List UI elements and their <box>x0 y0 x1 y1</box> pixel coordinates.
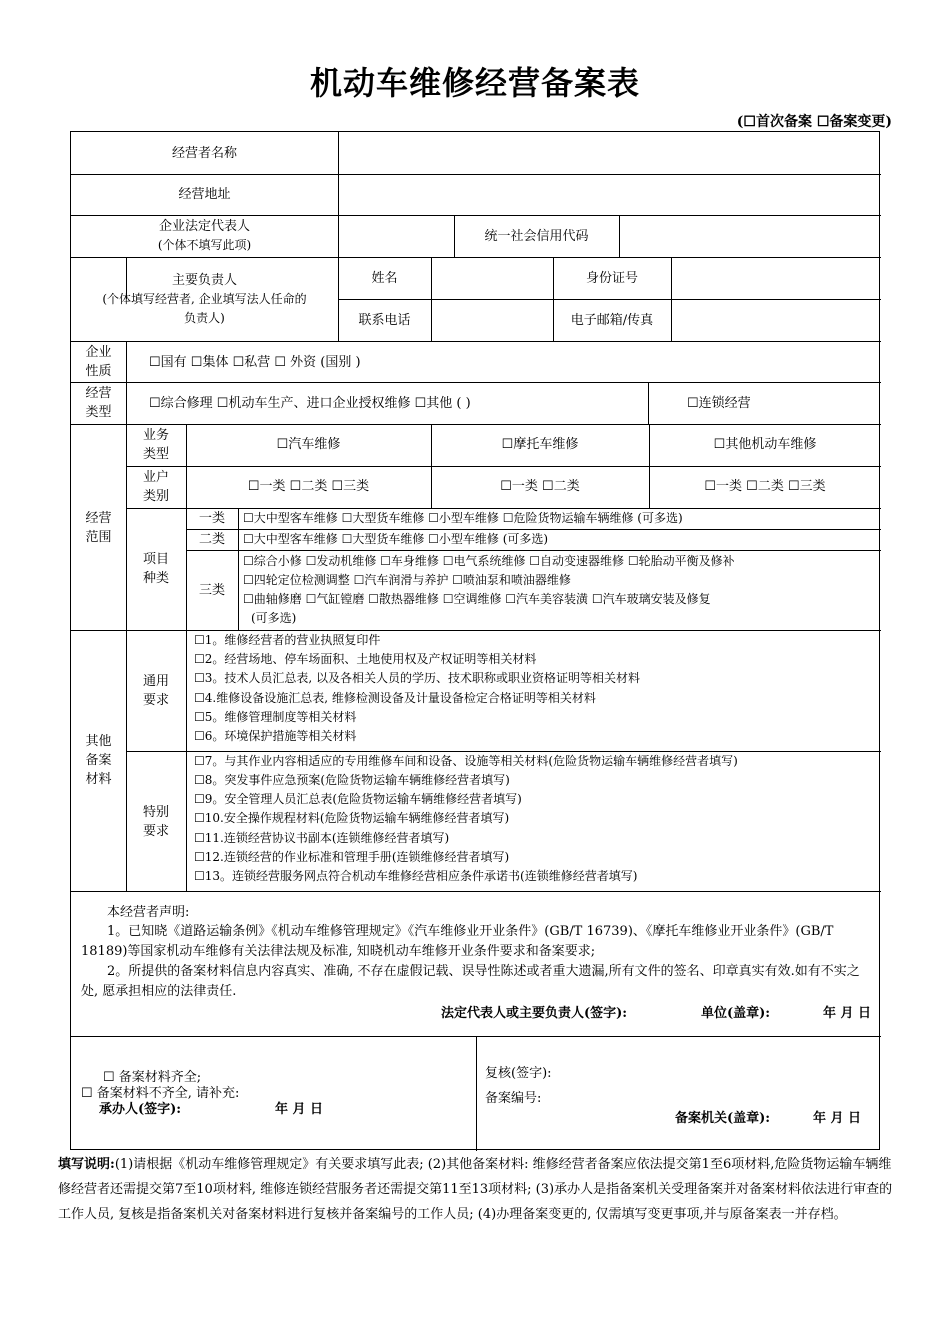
class3-label: 三类 <box>198 583 225 598</box>
class2-items[interactable]: ☐大中型客车维修 ☐大型货车维修 ☐小型车维修 (可多选) <box>243 532 549 546</box>
special-label-1: 特别 <box>142 805 169 820</box>
other-label-3: 材料 <box>85 772 112 787</box>
item-label-2: 种类 <box>142 571 169 586</box>
declaration-p2: 2。所提供的备案材料信息内容真实、准确, 不存在虚假记载、误导性陈述或者重大遗漏,所有文件的签名、印章真实有效.如有不实之处, 愿承担相应的法律责任. <box>81 964 860 999</box>
handler-label: 承办人(签字): <box>99 1102 182 1117</box>
other-label-1: 其他 <box>85 734 112 749</box>
unit-seal-label: 单位(盖章): <box>701 1006 771 1021</box>
nature-label-1: 企业 <box>85 345 112 360</box>
biz-type-label-1: 经营 <box>85 386 112 401</box>
general-item[interactable]: ☐4.维修设备设施汇总表, 维修检测设备及计量设备检定合格证明等相关材料 <box>194 691 596 705</box>
authority-seal-label: 备案机关(盖章): <box>675 1111 771 1126</box>
signature-label: 法定代表人或主要负责人(签字): <box>441 1006 628 1021</box>
service-label-1: 业务 <box>142 428 169 443</box>
filling-instructions <box>58 1152 896 1227</box>
category-label-1: 业户 <box>142 470 169 485</box>
moto-repair-checkbox[interactable]: ☐摩托车维修 <box>501 437 579 452</box>
general-label-1: 通用 <box>142 674 169 689</box>
general-item[interactable]: ☐2。经营场地、停车场面积、土地使用权及产权证明等相关材料 <box>194 652 537 666</box>
name-label: 姓名 <box>371 271 398 286</box>
special-item[interactable]: ☐13。连锁经营服务网点符合机动车维修经营相应条件承诺书(连锁维修经营者填写) <box>194 869 638 883</box>
filing-type-checkboxes[interactable]: (☐首次备案 ☐备案变更) <box>736 114 892 130</box>
address-label: 经营地址 <box>178 187 231 202</box>
special-item[interactable]: ☐9。安全管理人员汇总表(危险货物运输车辆维修经营者填写) <box>194 792 522 806</box>
general-item[interactable]: ☐3。技术人员汇总表, 以及各相关人员的学历、技术职称或职业资格证明等相关材料 <box>194 671 641 685</box>
declaration-date: 年 月 日 <box>823 1006 872 1021</box>
manager-label: 主要负责人 <box>171 273 237 288</box>
manager-note-2: 负责人) <box>184 311 225 325</box>
nature-label-2: 性质 <box>85 364 112 379</box>
credit-code-label: 统一社会信用代码 <box>484 229 589 244</box>
item-label-1: 项目 <box>142 552 169 567</box>
class1-label: 一类 <box>198 511 225 526</box>
class3-line-1[interactable]: ☐综合小修 ☐发动机维修 ☐车身维修 ☐电气系统维修 ☐自动变速器维修 ☐轮胎动平衡及修补 <box>243 554 735 568</box>
form-title: 机动车维修经营备案表 <box>309 64 640 102</box>
class3-line-4: (可多选) <box>251 611 297 625</box>
filing-form-table <box>70 131 880 1150</box>
handler-date: 年 月 日 <box>275 1102 324 1117</box>
special-label-2: 要求 <box>142 824 169 839</box>
id-card-label: 身份证号 <box>585 271 638 286</box>
biz-type-label-2: 类型 <box>85 405 112 420</box>
scope-label-1: 经营 <box>85 511 112 526</box>
legal-rep-label: 企业法定代表人 <box>158 219 250 234</box>
nature-options[interactable]: ☐国有 ☐集体 ☐私营 ☐ 外资 (国别 ) <box>149 355 361 370</box>
declaration-p1: 1。已知晓《道路运输条例》《机动车维修管理规定》《汽车维修业开业条件》(GB/T 16739)、《摩托车维修业开业条件》(GB/T 18189)等国家机动车维修有关法律法规及标准, 知晓机动车维修开业条件要求和备案要求; <box>81 924 834 959</box>
car-repair-checkbox[interactable]: ☐汽车维修 <box>276 437 341 452</box>
class1-items[interactable]: ☐大中型客车维修 ☐大型货车维修 ☐小型车维修 ☐危险货物运输车辆维修 (可多选) <box>243 511 683 525</box>
filing-number-label: 备案编号: <box>485 1091 542 1106</box>
email-label: 电子邮箱/传真 <box>570 313 654 328</box>
class3-line-2[interactable]: ☐四轮定位检测调整 ☐汽车润滑与养护 ☐喷油泵和喷油器维修 <box>243 573 571 587</box>
car-class-checkboxes[interactable]: ☐一类 ☐二类 ☐三类 <box>247 479 370 494</box>
class2-label: 二类 <box>198 532 225 547</box>
instructions-text: (1)请根据《机动车维修管理规定》有关要求填写此表; (2)其他备案材料: 维修经营者备案应依法提交第1至6项材料,危险货物运输车辆维修经营者还需提交第7至10项材料, 维修连锁经营服务者还需提交第11至13项材料; (3)承办人是指备案机关受理备案并对备案材料依法进行审查的工作人员, 复核是指备案机关对备案材料进行复核并备案编号的工作人员; (4)办理备案变更的, 仅需填写变更事项,并与原备案表一并存档。 <box>58 1157 893 1222</box>
special-item[interactable]: ☐12.连锁经营的作业标准和管理手册(连锁维修经营者填写) <box>194 850 510 864</box>
review-label: 复核(签字): <box>485 1066 552 1081</box>
general-item[interactable]: ☐6。环境保护措施等相关材料 <box>194 729 357 743</box>
biz-type-options[interactable]: ☐综合修理 ☐机动车生产、进口企业授权维修 ☐其他 ( ) <box>149 396 471 411</box>
other-label-2: 备案 <box>85 753 112 768</box>
materials-complete-checkbox[interactable]: ☐ 备案材料齐全; <box>103 1070 202 1085</box>
special-item[interactable]: ☐10.安全操作规程材料(危险货物运输车辆维修经营者填写) <box>194 811 510 825</box>
other-class-checkboxes[interactable]: ☐一类 ☐二类 ☐三类 <box>704 479 826 494</box>
special-item[interactable]: ☐11.连锁经营协议书副本(连锁维修经营者填写) <box>194 831 450 845</box>
scope-label-2: 范围 <box>85 530 112 545</box>
general-label-2: 要求 <box>142 693 169 708</box>
instructions-label: 填写说明: <box>58 1157 115 1172</box>
authority-date: 年 月 日 <box>813 1111 862 1126</box>
manager-note-1: (个体填写经营者, 企业填写法人任命的 <box>102 292 307 306</box>
other-vehicle-checkbox[interactable]: ☐其他机动车维修 <box>713 437 817 452</box>
moto-class-checkboxes[interactable]: ☐一类 ☐二类 <box>500 479 580 494</box>
service-label-2: 类型 <box>142 447 169 462</box>
general-item[interactable]: ☐5。维修管理制度等相关材料 <box>194 710 357 724</box>
special-item[interactable]: ☐7。与其作业内容相适应的专用维修车间和设备、设施等相关材料(危险货物运输车辆维修经营者填写) <box>194 754 738 768</box>
chain-checkbox[interactable]: ☐连锁经营 <box>687 396 751 411</box>
category-label-2: 类别 <box>142 489 169 504</box>
class3-line-3[interactable]: ☐曲轴修磨 ☐气缸镗磨 ☐散热器维修 ☐空调维修 ☐汽车美容装潢 ☐汽车玻璃安装及修复 <box>243 592 711 606</box>
declaration-heading: 本经营者声明: <box>107 905 190 920</box>
phone-label: 联系电话 <box>358 313 411 328</box>
legal-rep-note: (个体不填写此项) <box>157 238 252 252</box>
materials-incomplete-checkbox[interactable]: ☐ 备案材料不齐全, 请补充: <box>81 1086 240 1101</box>
operator-name-label: 经营者名称 <box>171 146 237 161</box>
special-item[interactable]: ☐8。突发事件应急预案(危险货物运输车辆维修经营者填写) <box>194 773 510 787</box>
general-item[interactable]: ☐1。维修经营者的营业执照复印件 <box>194 633 381 647</box>
